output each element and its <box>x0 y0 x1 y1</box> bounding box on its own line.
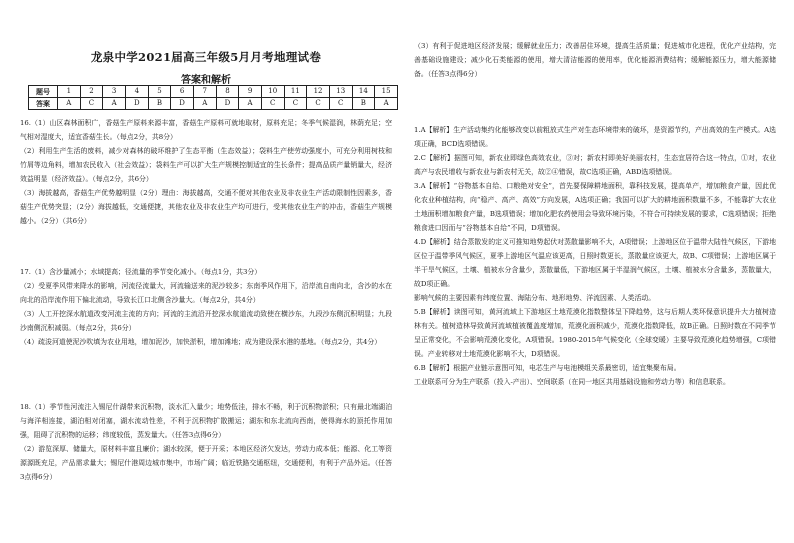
answer-cell: A <box>103 98 126 110</box>
answer-table <box>28 85 398 110</box>
question-number: 9 <box>239 86 262 98</box>
q18-part-2: （2）游览深厚、储量大，原材料丰富且廉价；湖水较深，便于开采；本地区经济欠发达，劳动力成本低；能源、化工等资源源既充足，产品需求量大；锡尼什港周边城市集中，市场广阔；临近铁路交通枢纽，交通便利，有利于产品外运。（任答3点得6分） <box>20 445 392 481</box>
question-number: 5 <box>148 86 171 98</box>
question-number: 7 <box>193 86 216 98</box>
explanation-5: 5.B【解析】读图可知，黄河流域上下游地区土地荒漠化指数整体呈下降趋势，这与后期人类环保意识提升大力植树造林有关。植树造林导致黄河流域植被覆盖度增加，荒漠化面积减少，荒漠化指数降低，故B正确。日照时数在不同季节呈正常变化，不会影响荒漠化变化，A项错误。1980-2015年气候变化（全球变暖）主要导致荒漠化趋势增强，C项错误。产业转移对土地荒漠化影响不大，D项错误。 <box>414 308 776 358</box>
explanation-4-note: 影响气候的主要因素有纬度位置、海陆分布、地形地势、洋流因素、人类活动。 <box>414 294 656 302</box>
answer-cell: C <box>261 98 284 110</box>
explanation-4: 4.D【解析】结合蒸散发的定义可推知地势起伏对蒸散量影响不大，A项错误；上游地区位于温带大陆性气候区，下游地区位于温带季风气候区，夏季上游地区气温应该更高，日照时数更长，蒸散量应该更大，故B、C项错误；上游地区属于半干旱气候区，土壤、植被水分含量少，蒸散量低，下游地区属于半湿润气候区，土壤、植被水分含量多，蒸散量大，故D项正确。 <box>414 238 776 288</box>
q18-part-1: 18.（1）季节性河流注入锡尼什湖带来沉积物，淡水汇入量少；地势低洼，排水不畅，利于沉积物淤积；只有最北端湖泊与海洋相连接，湖泊相对闭塞，湖水流动性差，不利于沉积物扩散搬运；湖东和东北流向西南，使得海水的顶托作用加强，阻碍了沉积物的运移；纬度较低，蒸发量大。（任答3点得6分） <box>20 403 392 439</box>
explanation-6-note: 工业联系可分为生产联系（投入-产出）、空间联系（在同一地区共用基础设施和劳动力等）和信息联系。 <box>414 378 730 386</box>
answer-cell: A <box>193 98 216 110</box>
answer-cell: C <box>80 98 103 110</box>
q17-part-4: （4）疏浚河道使泥沙吹填为农业用地，增加泥沙，加快淤积，增加滩地；成为建设深水港的基地。（每点2分，共4分） <box>20 338 382 346</box>
question-number: 3 <box>103 86 126 98</box>
answer-table-header-row <box>29 86 398 98</box>
q16-part-3: （3）海拔越高，香菇生产优势越明显（2分）理由：海拔越高，交通不便对其他农业及非农业生产活动限制性因素多，香菇生产优势突显；（2分）海拔越低，交通便捷，其他农业及非农业生产均可进行，受其他农业生产的冲击，香菇生产规模越小。（2分）（共6分） <box>20 189 392 225</box>
question-16-answer <box>20 116 392 228</box>
question-number: 1 <box>58 86 81 98</box>
question-number: 11 <box>284 86 307 98</box>
q16-part-2: （2）利用生产生活的废料，减少对森林的破坏维护了生态平衡（生态效益）；袋料生产使劳动强度小，可充分利用树枝和竹屑等边角料，增加农民收入（社会效益）；袋料生产可以扩大生产规模控制适宜的生长条件；提高品质产量销量大，经济效益明显（经济效益）。（每点2分，共6分） <box>20 147 392 183</box>
answer-cell: B <box>352 98 375 110</box>
q16-part-1: 16.（1）山区森林面积广，香菇生产原料来源丰富，香菇生产原料可就地取材，原料充足；冬季气候湿润，林荫充足；空气相对湿度大，适宜香菇生长。（每点2分，共8分） <box>20 119 392 141</box>
question-number: 4 <box>125 86 148 98</box>
q18-part-3: （3）有利于促进地区经济发展；缓解就业压力；改善居住环境，提高生活质量；促进城市化进程，优化产业结构，完善基础设施建设；减少化石类能源的使用，增大清洁能源的使用率，优化能源消费结构；缓解能源压力，增大能源储备。（任答3点得6分） <box>414 42 776 78</box>
explanation-6: 6.B【解析】根据产业链示意图可知，电芯生产与电池模组关系最密切，适宜集聚布局。 <box>414 364 681 372</box>
answer-cell: D <box>171 98 194 110</box>
answer-label: 答案 <box>29 98 58 110</box>
question-18-answer-start <box>20 400 392 484</box>
question-17-answer <box>20 265 392 349</box>
q17-part-1: 17.（1）含沙量减小；水域提高；径流量的季节变化减小。（每点1分，共3分） <box>20 268 262 276</box>
question-number: 12 <box>307 86 330 98</box>
page-subtitle: 答案和解析 <box>181 75 231 86</box>
answer-cell: B <box>148 98 171 110</box>
answer-cell: D <box>125 98 148 110</box>
page-title: 龙泉中学2021届高三年级5月月考地理试卷 <box>90 50 322 64</box>
answer-cell: C <box>329 98 352 110</box>
question-number: 8 <box>216 86 239 98</box>
q17-part-3: （3）人工开挖深水航道改变河流主流的方向；河流的主流沿开挖深水航道流动致使在横沙东，九段沙东侧沉积明显；九段沙南侧沉积减弱。（每点2分，共6分） <box>20 310 392 332</box>
answer-table-answer-row <box>29 98 398 110</box>
q17-part-2: （2）受夏季风带来降水的影响，河流径流量大，河流输送来的泥沙较多；东南季风作用下，沿岸流自南向北，含沙的水在向北的沿岸流作用下偏北流动，导致长江口北侧含沙量大。（每点2分，共4分） <box>20 282 392 304</box>
answer-cell: A <box>239 98 262 110</box>
answer-cell: A <box>375 98 398 110</box>
explanations-block <box>414 123 776 389</box>
question-number: 15 <box>375 86 398 98</box>
answer-cell: A <box>58 98 81 110</box>
answer-cell: D <box>216 98 239 110</box>
question-number: 2 <box>80 86 103 98</box>
question-number: 13 <box>329 86 352 98</box>
question-number: 14 <box>352 86 375 98</box>
explanation-3: 3.A【解析】“谷物基本自给、口粮绝对安全”，首先要保障耕地面积，靠科技发展，提高单产，增加粮食产量，因此优化农业种植结构，向“稳产、高产、高效”方向发展，A选项正确；我国可以扩大的耕地面积数量不多，不能靠扩大农业土地面积增加粮食产量，B选项错误；增加化肥农药使用会导致环境污染，不符合可持续发展的要求，C选项错误；拒绝粮食进口因而与“谷物基本自给”不同，D项错误。 <box>414 182 776 232</box>
answer-cell: C <box>284 98 307 110</box>
answer-cell: C <box>307 98 330 110</box>
explanation-2: 2.C【解析】据图可知，新农业即绿色高效农业，③对；新农村即美好美丽农村，生态宜居符合这一特点，①对，农业高产与农民增收与新农业与新农村无关，故②④错误，故C选项正确，ABD选项错误。 <box>414 154 776 176</box>
question-number: 10 <box>261 86 284 98</box>
explanation-1: 1.A【解析】生产活动集约化能够改变以前粗放式生产对生态环境带来的破坏，是资源节约，产出高效的生产模式。A选项正确，BCD选项错误。 <box>414 126 776 148</box>
question-18-answer-end <box>414 39 776 81</box>
header-label: 题号 <box>29 86 58 98</box>
question-number: 6 <box>171 86 194 98</box>
